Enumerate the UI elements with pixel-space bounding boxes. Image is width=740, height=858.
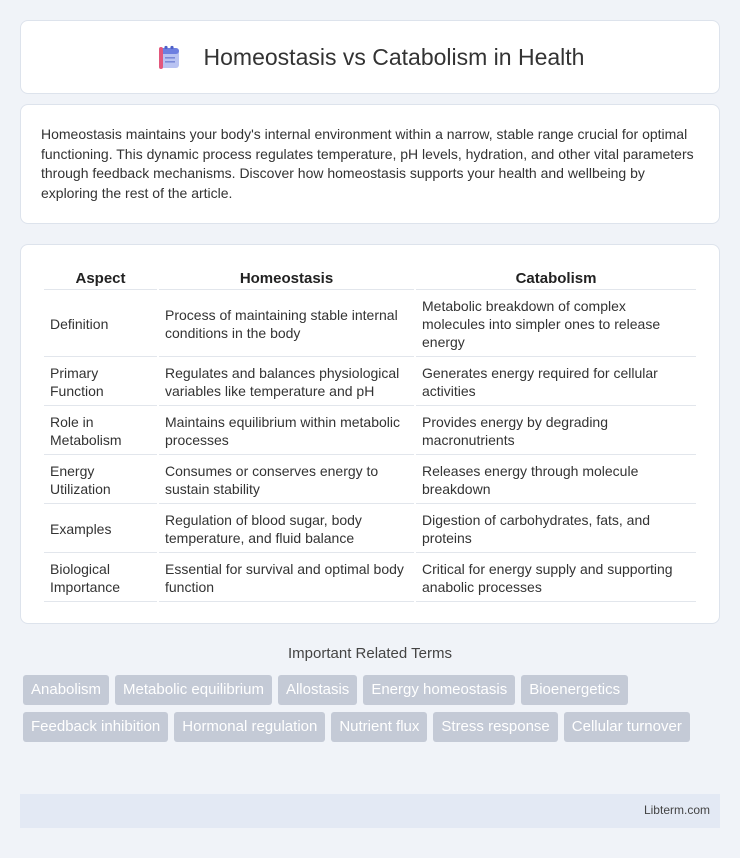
- cell-catabolism: Metabolic breakdown of complex molecules into simpler ones to release energy: [416, 292, 696, 357]
- tag-nutrient-flux[interactable]: Nutrient flux: [331, 712, 427, 742]
- cell-aspect: Role in Metabolism: [44, 408, 157, 455]
- cell-homeostasis: Maintains equilibrium within metabolic processes: [159, 408, 414, 455]
- table-header-row: [44, 267, 696, 290]
- table-row: [44, 555, 696, 602]
- cell-homeostasis: Consumes or conserves energy to sustain stability: [159, 457, 414, 504]
- table-row: [44, 506, 696, 553]
- cell-aspect: Biological Importance: [44, 555, 157, 602]
- tag-cellular-turnover[interactable]: Cellular turnover: [564, 712, 690, 742]
- tag-hormonal-regulation[interactable]: Hormonal regulation: [174, 712, 325, 742]
- table-row: [44, 359, 696, 406]
- cell-catabolism: Generates energy required for cellular activities: [416, 359, 696, 406]
- tag-feedback-inhibition[interactable]: Feedback inhibition: [23, 712, 168, 742]
- table-row: [44, 408, 696, 455]
- intro-text: Homeostasis maintains your body's internal environment within a narrow, stable range crucial for optimal functioning. This dynamic process regulates temperature, pH levels, hydration, and other vital parameters through feedback mechanisms. Discover how homeostasis supports your health and wellbeing by exploring the rest of the article.: [41, 126, 694, 201]
- cell-catabolism: Critical for energy supply and supporting anabolic processes: [416, 555, 696, 602]
- tag-anabolism[interactable]: Anabolism: [23, 675, 109, 705]
- cell-homeostasis: Essential for survival and optimal body function: [159, 555, 414, 602]
- header-aspect: Aspect: [44, 267, 157, 290]
- cell-aspect: Primary Function: [44, 359, 157, 406]
- cell-homeostasis: Regulates and balances physiological variables like temperature and pH: [159, 359, 414, 406]
- cell-aspect: Examples: [44, 506, 157, 553]
- title-card: [20, 20, 720, 94]
- table-row: [44, 457, 696, 504]
- cell-catabolism: Digestion of carbohydrates, fats, and proteins: [416, 506, 696, 553]
- intro-card: [20, 104, 720, 224]
- tag-bioenergetics[interactable]: Bioenergetics: [521, 675, 628, 705]
- cell-aspect: Definition: [44, 292, 157, 357]
- comparison-table-card: [20, 244, 720, 624]
- tag-allostasis[interactable]: Allostasis: [278, 675, 357, 705]
- tag-stress-response[interactable]: Stress response: [433, 712, 557, 742]
- tag-energy-homeostasis[interactable]: Energy homeostasis: [363, 675, 515, 705]
- header-homeostasis: Homeostasis: [159, 267, 414, 290]
- page-title: Homeostasis vs Catabolism in Health: [203, 43, 585, 70]
- cell-catabolism: Provides energy by degrading macronutrients: [416, 408, 696, 455]
- related-terms-title: Important Related Terms: [288, 645, 452, 662]
- cell-homeostasis: Process of maintaining stable internal conditions in the body: [159, 292, 414, 357]
- cell-homeostasis: Regulation of blood sugar, body temperature, and fluid balance: [159, 506, 414, 553]
- cell-catabolism: Releases energy through molecule breakdown: [416, 457, 696, 504]
- calendar-book-icon: [156, 44, 182, 70]
- footer: [20, 794, 720, 828]
- footer-site-link[interactable]: Libterm.com: [643, 803, 710, 817]
- table-row: [44, 292, 696, 357]
- header-catabolism: Catabolism: [416, 267, 696, 290]
- comparison-table: [42, 265, 698, 604]
- cell-aspect: Energy Utilization: [44, 457, 157, 504]
- related-terms-list: [23, 675, 723, 749]
- tag-metabolic-equilibrium[interactable]: Metabolic equilibrium: [115, 675, 272, 705]
